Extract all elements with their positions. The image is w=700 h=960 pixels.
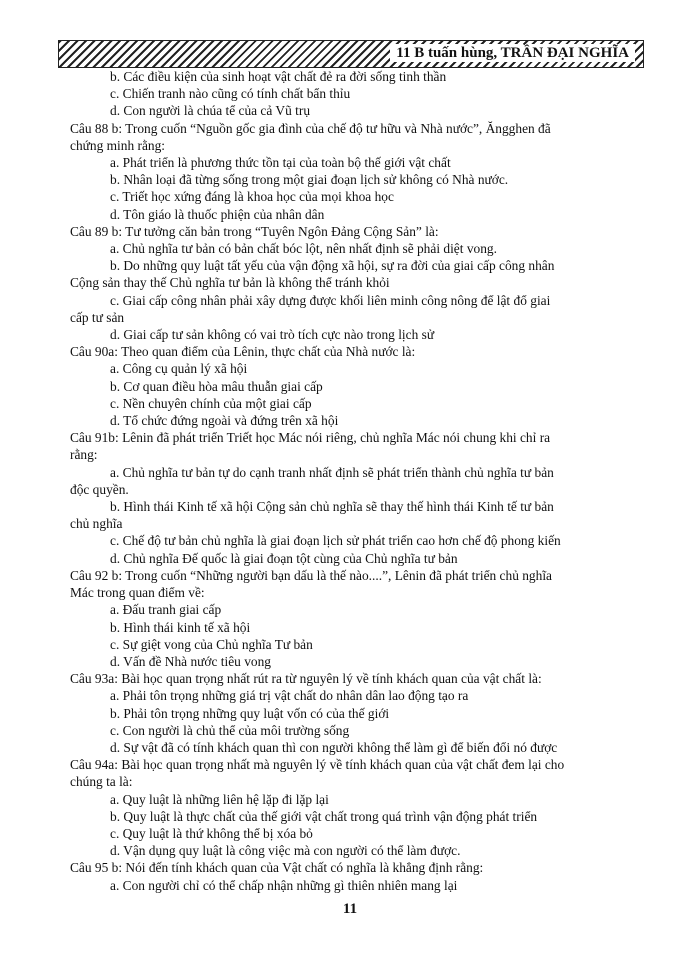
question-line: Câu 95 b: Nói đến tính khách quan của Vật chất có nghĩa là khẳng định rằng: — [70, 860, 484, 876]
answer-option: c. Sự giệt vong của Chủ nghĩa Tư bản — [110, 636, 313, 652]
answer-option: b. Quy luật là thực chất của thế giới vật chất trong quá trình vận động phát triển — [110, 808, 538, 824]
answer-option: b. Hình thái Kinh tế xã hội Cộng sản chủ nghĩa sẽ thay thế hình thái Kinh tế tư bản — [110, 499, 554, 515]
answer-option: b. Các điều kiện của sinh hoạt vật chất đẻ ra đời sống tinh thần — [110, 69, 447, 84]
answer-option: b. Hình thái kinh tế xã hội — [110, 619, 251, 635]
answer-option: a. Con người chỉ có thể chấp nhận những gì thiên nhiên mang lại — [110, 877, 458, 893]
answer-option: d. Tôn giáo là thuốc phiện của nhân dân — [110, 206, 325, 222]
page-number: 11 — [342, 901, 358, 917]
document-body — [70, 68, 632, 894]
answer-option: a. Chủ nghĩa tư bản tự do cạnh tranh nhất định sẽ phát triển thành chủ nghĩa tư bản — [110, 464, 554, 480]
answer-option: a. Chủ nghĩa tư bản có bản chất bóc lột, nên nhất định sẽ phải diệt vong. — [110, 241, 497, 257]
header-title: 11 B tuấn hùng, TRẦN ĐẠI NGHĨA — [390, 44, 635, 62]
continuation-line: chủ nghĩa — [70, 516, 123, 532]
answer-option: c. Con người là chủ thể của môi trường sống — [110, 722, 350, 738]
answer-option: a. Phát triển là phương thức tồn tại của toàn bộ thế giới vật chất — [110, 155, 451, 171]
answer-option: b. Nhân loại đã từng sống trong một giai đoạn lịch sử không có Nhà nước. — [110, 172, 509, 188]
answer-option: b. Do những quy luật tất yếu của vận động xã hội, sự ra đời của giai cấp công nhân — [110, 258, 555, 274]
continuation-line: độc quyền. — [70, 481, 129, 497]
answer-option: b. Cơ quan điều hòa mâu thuẫn giai cấp — [110, 378, 323, 394]
answer-option: c. Chế độ tư bản chủ nghĩa là giai đoạn lịch sử phát triển cao hơn chế độ phong kiến — [110, 533, 561, 549]
continuation-line: cấp tư sản — [70, 309, 125, 325]
question-line: Câu 88 b: Trong cuốn “Nguồn gốc gia đình của chế độ tư hữu và Nhà nước”, Ăngghen đã — [70, 120, 551, 136]
answer-option: c. Nền chuyên chính của một giai cấp — [110, 395, 312, 411]
answer-option: a. Đấu tranh giai cấp — [110, 602, 222, 618]
answer-option: d. Vận dụng quy luật là công việc mà con người có thể làm được. — [110, 843, 461, 859]
page-header — [58, 40, 644, 68]
answer-option: d. Giai cấp tư sản không có vai trò tích cực nào trong lịch sử — [110, 327, 435, 343]
answer-option: d. Chủ nghĩa Đế quốc là giai đoạn tột cùng của Chủ nghĩa tư bản — [110, 550, 458, 566]
question-line: Câu 94a: Bài học quan trọng nhất mà nguyên lý về tính khách quan của vật chất đem lại cho — [70, 757, 565, 773]
answer-option: c. Giai cấp công nhân phải xây dựng được khối liên minh công nông để lật đổ giai — [110, 292, 551, 308]
question-line: Câu 93a: Bài học quan trọng nhất rút ra từ nguyên lý về tính khách quan của vật chất là: — [70, 671, 542, 687]
question-line: Câu 90a: Theo quan điểm của Lênin, thực chất của Nhà nước là: — [70, 344, 416, 360]
answer-option: d. Sự vật đã có tính khách quan thì con người không thể làm gì để biến đổi nó được — [110, 739, 558, 755]
question-line: Câu 91b: Lênin đã phát triển Triết học Mác nói riêng, chủ nghĩa Mác nói chung khi chỉ ra — [70, 430, 551, 446]
question-line: Câu 89 b: Tư tưởng căn bản trong “Tuyên Ngôn Đảng Cộng Sản” là: — [70, 223, 439, 239]
answer-option: c. Triết học xứng đáng là khoa học của mọi khoa học — [110, 189, 394, 205]
continuation-line: Mác trong quan điểm về: — [70, 585, 205, 601]
answer-option: d. Vấn đề Nhà nước tiêu vong — [110, 653, 271, 669]
answer-option: c. Chiến tranh nào cũng có tính chất bẩn thỉu — [110, 86, 351, 102]
answer-option: a. Quy luật là những liên hệ lặp đi lặp lại — [110, 791, 329, 807]
answer-option: a. Công cụ quản lý xã hội — [110, 361, 248, 377]
continuation-line: chúng ta là: — [70, 774, 133, 790]
answer-option: d. Con người là chúa tể của cả Vũ trụ — [110, 103, 311, 119]
question-line: Câu 92 b: Trong cuốn “Những người bạn dấu là thế nào....”, Lênin đã phát triển chủ nghĩa — [70, 567, 552, 583]
continuation-line: chứng minh rằng: — [70, 137, 166, 153]
answer-option: b. Phải tôn trọng những quy luật vốn có của thế giới — [110, 705, 390, 721]
answer-option: c. Quy luật là thứ không thể bị xóa bỏ — [110, 825, 313, 841]
answer-option: d. Tổ chức đứng ngoài và đứng trên xã hội — [110, 413, 339, 429]
continuation-line: Cộng sản thay thế Chủ nghĩa tư bản là không thể tránh khỏi — [70, 275, 390, 291]
continuation-line: rằng: — [70, 447, 98, 463]
answer-option: a. Phải tôn trọng những giá trị vật chất do nhân dân lao động tạo ra — [110, 688, 469, 704]
